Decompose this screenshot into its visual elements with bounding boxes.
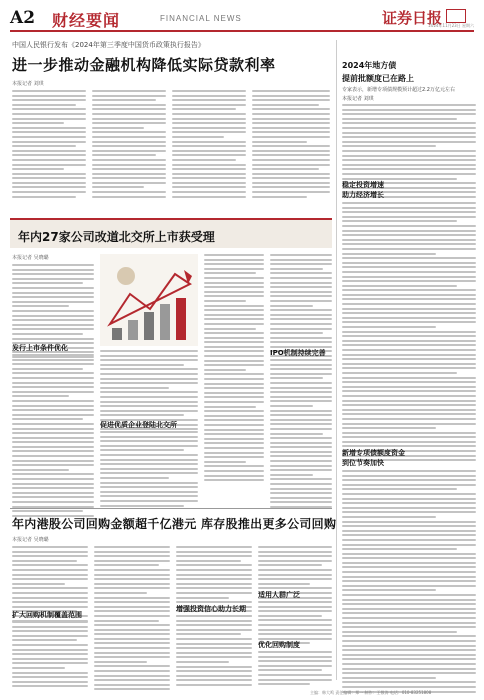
lead-text-col-2	[92, 90, 166, 200]
sidebar-subhead-1b: 助力经济增长	[342, 191, 384, 199]
masthead	[10, 6, 474, 32]
boxed-text-col-4	[270, 254, 332, 360]
second-subhead-2: 增强投资信心助力长期	[176, 605, 246, 613]
lead-text-col-1	[12, 90, 86, 200]
lead-kicker: 中国人民银行发布《2024年第三季度中国货币政策执行报告》	[12, 41, 205, 49]
boxed-story-banner	[10, 218, 332, 248]
second-subhead-1: 扩大回购机制覆盖范围	[12, 611, 82, 619]
lead-headline: 进一步推动金融机构降低实际贷款利率	[12, 56, 276, 74]
newspaper-brand: 证券日报	[381, 9, 442, 27]
sidebar-text-3	[342, 470, 476, 695]
boxed-story-byline: 本报记者 吴晓璐	[12, 255, 49, 261]
second-text-col-4c	[258, 651, 332, 688]
boxed-subhead-3: IPO机制持续完善	[270, 349, 326, 357]
second-text-col-3b	[176, 615, 252, 689]
stock-exchange-illustration	[100, 254, 198, 346]
sidebar-text-2	[342, 202, 476, 464]
lead-text-col-4	[252, 90, 330, 200]
boxed-text-col-1b	[12, 354, 94, 519]
boxed-subhead-2: 促进优质企业登陆北交所	[100, 421, 177, 429]
second-text-col-1b	[12, 621, 88, 690]
section-divider	[10, 508, 332, 509]
sidebar-title-2: 提前批额度已在路上	[342, 74, 414, 83]
sidebar-subhead-2b: 到位节奏加快	[342, 459, 384, 467]
sidebar-subhead-1: 稳定投资增速	[342, 181, 384, 189]
second-text-col-2	[94, 546, 170, 693]
issue-date: 2024年11月23日 星期六	[428, 23, 474, 28]
second-headline: 年内港股公司回购金额超千亿港元 库存股推出更多公司回购	[12, 517, 337, 531]
sidebar-title: 2024年地方债	[342, 61, 397, 70]
sidebar-subhead-2: 新增专项债额度资金	[342, 449, 405, 457]
boxed-text-col-4b	[270, 359, 332, 511]
section-title: 财经要闻	[52, 11, 121, 30]
boxed-text-col-2b	[100, 431, 198, 509]
section-title-en: FINANCIAL NEWS	[160, 14, 242, 23]
page-number: A2	[10, 8, 36, 28]
page-footer: 主编：韩大鸣 责任编辑：郑一 制作：王敬涛 电话：010-83251808	[310, 690, 432, 695]
lead-byline: 本报记者 刘琪	[12, 81, 44, 87]
lead-text-col-3	[172, 90, 246, 200]
second-subhead-3: 适用人群广泛	[258, 591, 300, 599]
sidebar-deck: 专家表示，新增专项债规模预计超过2.2万亿元左右	[342, 87, 455, 93]
second-byline: 本报记者 吴晓璐	[12, 537, 49, 543]
brand-logo-icon	[446, 9, 466, 23]
second-subhead-4: 优化回购制度	[258, 641, 300, 649]
boxed-subhead-1: 发行上市条件优化	[12, 344, 68, 352]
boxed-text-col-3	[204, 254, 264, 484]
column-divider	[336, 40, 337, 680]
sidebar-byline: 本报记者 刘琪	[342, 96, 374, 102]
boxed-story-headline: 年内27家公司改道北交所上市获受理	[18, 230, 215, 244]
